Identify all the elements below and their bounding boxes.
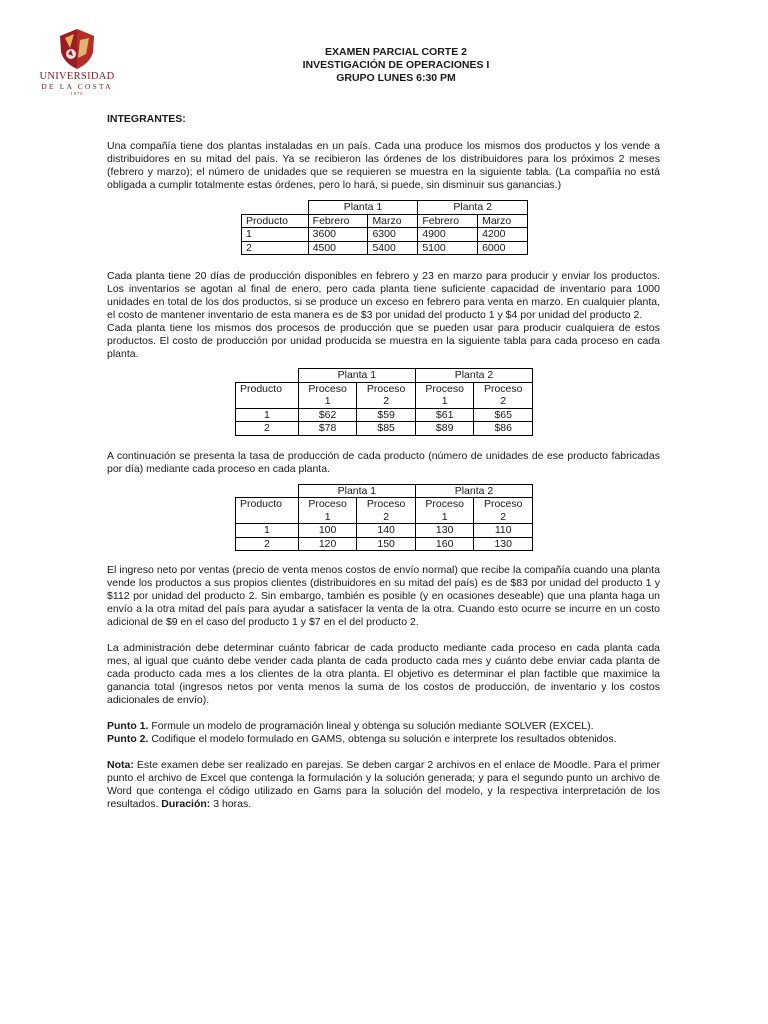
rate-table (235, 484, 533, 552)
table-cell: 5100 (418, 241, 478, 255)
table-cell: $65 (474, 408, 533, 422)
paragraph-intro: Una compañía tiene dos plantas instaladas en un país. Cada una produce los mismos dos productos y los vende a distribuidores en su mitad del país. Ya se recibieron las órdenes de los distribuidores para los próximos 2 meses (febrero y marzo); el número de unidades que se requieren se muestra en la siguiente tabla. (La compañía no está obligada a cumplir totalmente estas órdenes, pero lo hará, si puede, sin disminuir sus ganancias.) (107, 140, 660, 191)
nota-text: Este examen debe ser realizado en parejas. Se deben cargar 2 archivos en el enlace de Moodle. Para el primer punto el archivo de Excel que contenga la formulación y la solución generada; y para el segundo punto un archivo de Word que contenga el código utilizado en Gams para la solución del modelo, y la respectiva interpretación de los resultados. (107, 759, 660, 810)
exam-group: GRUPO LUNES 6:30 PM (336, 72, 456, 84)
cost-header-producto: Producto (236, 382, 299, 408)
rate-header-proceso-1 (415, 498, 474, 524)
table-cell: 2 (242, 241, 309, 255)
table-cell: $59 (357, 408, 416, 422)
cost-header-proceso-2 (474, 382, 533, 408)
integrantes-heading: INTEGRANTES: (107, 113, 186, 125)
rate-header-proceso-1 (298, 498, 357, 524)
table-cell: 1 (236, 408, 299, 422)
orders-header-planta2: Planta 2 (418, 201, 528, 215)
table-cell: 100 (298, 524, 357, 538)
paragraph-objective: La administración debe determinar cuánto fabricar de cada producto mediante cada proceso en cada planta cada mes, al igual que cuánto debe vender cada planta de cada producto cada mes y cuánto debe enviar cada planta de cada producto cada mes a los clientes de la otra planta. El objetivo es determinar el plan factible que maximice la ganancia total (ingresos netos por venta menos la suma de los costos de producción, de inventario y los costos adicionales de envío). (107, 642, 660, 706)
proceso-number: 2 (383, 510, 390, 523)
proceso-number: 2 (500, 510, 507, 523)
table-cell: 4500 (308, 241, 368, 255)
proceso-label: Proceso (366, 498, 406, 510)
exam-title: EXAMEN PARCIAL CORTE 2 (325, 46, 467, 58)
table-row (242, 228, 528, 242)
rate-header-proceso-2 (474, 498, 533, 524)
orders-table (241, 200, 528, 255)
table-cell: $89 (415, 422, 474, 436)
table-row (236, 537, 533, 551)
rate-header-producto: Producto (236, 498, 299, 524)
table-cell: 130 (415, 524, 474, 538)
table-cell: 110 (474, 524, 533, 538)
table-cell: 130 (474, 537, 533, 551)
orders-header-planta1: Planta 1 (308, 201, 418, 215)
proceso-label: Proceso (308, 498, 347, 510)
table-cell: 140 (357, 524, 416, 538)
logo-text-costa: DE LA COSTA (41, 82, 113, 91)
table-cell: 2 (236, 537, 299, 551)
cost-header-planta2: Planta 2 (415, 369, 532, 383)
table-cell: 4900 (418, 228, 478, 242)
proceso-label: Proceso (425, 498, 464, 510)
nota-label: Nota: (107, 759, 134, 771)
punto-1-text: Formule un modelo de programación lineal y obtenga su solución mediante SOLVER (EXCEL). (148, 720, 594, 732)
punto-2-text: Codifique el modelo formulado en GAMS, obtenga su solución e interprete los resultados obtenidos. (148, 733, 617, 745)
exam-header (0, 46, 768, 85)
paragraph-processes: Cada planta tiene los mismos dos procesos de producción que se pueden usar para producir cualquiera de estos productos. El costo de producción por unidad producida se muestra en la siguiente tabla para cada proceso en cada planta. (107, 322, 660, 360)
cost-header-proceso-1 (415, 382, 474, 408)
proceso-label: Proceso (366, 382, 406, 395)
orders-header-marzo: Marzo (368, 214, 418, 228)
table-cell: 150 (357, 537, 416, 551)
proceso-number: 1 (441, 395, 448, 407)
table-row (236, 524, 533, 538)
table-row (236, 422, 533, 436)
cost-table (235, 368, 533, 436)
orders-header-febrero: Febrero (418, 214, 478, 228)
nota (107, 759, 660, 811)
logo-text-university: UNIVERSIDAD (39, 71, 115, 82)
proceso-label: Proceso (483, 382, 523, 395)
cost-header-planta1: Planta 1 (298, 369, 415, 383)
proceso-number: 1 (441, 510, 448, 523)
punto-1 (107, 720, 660, 733)
table-cell: 4200 (478, 228, 528, 242)
logo-text-year: 1970 (70, 91, 84, 96)
table-cell: $62 (298, 408, 357, 422)
table-cell: 6300 (368, 228, 418, 242)
rate-header-planta2: Planta 2 (415, 484, 532, 498)
cost-header-proceso-1 (298, 382, 357, 408)
table-row (242, 241, 528, 255)
exam-subject: INVESTIGACIÓN DE OPERACIONES I (302, 59, 490, 71)
table-cell: 1 (236, 524, 299, 538)
table-cell: $85 (357, 422, 416, 436)
rate-header-proceso-2 (357, 498, 416, 524)
cost-header-proceso-2 (357, 382, 416, 408)
proceso-number: 1 (324, 395, 331, 407)
paragraph-rates: A continuación se presenta la tasa de producción de cada producto (número de unidades de ese producto fabricadas por día) mediante cada proceso en cada planta. (107, 449, 660, 475)
table-cell: 6000 (478, 241, 528, 255)
proceso-label: Proceso (308, 382, 347, 395)
proceso-number: 2 (500, 395, 507, 407)
paragraph-capacity: Cada planta tiene 20 días de producción disponibles en febrero y 23 en marzo para producir y enviar los productos. Los inventarios se agotan al final de enero, pero cada planta tiene suficiente capacidad de inventario para 1000 unidades en total de los dos productos, si se produce un exceso en febrero para venta en marzo. En cualquier planta, el costo de mantener inventario de esta manera es de $3 por unidad del producto 1 y $4 por unidad del producto 2. (107, 270, 660, 321)
table-cell: 1 (242, 228, 309, 242)
exam-body (107, 113, 660, 811)
orders-header-producto: Producto (242, 214, 309, 228)
orders-header-febrero: Febrero (308, 214, 368, 228)
table-cell: 160 (415, 537, 474, 551)
duracion-text: 3 horas. (210, 798, 252, 810)
table-cell: 5400 (368, 241, 418, 255)
orders-header-marzo: Marzo (478, 214, 528, 228)
proceso-label: Proceso (483, 498, 523, 510)
proceso-number: 2 (383, 395, 390, 407)
table-cell: $61 (415, 408, 474, 422)
punto-2 (107, 733, 660, 746)
table-cell: $78 (298, 422, 357, 436)
table-cell: 3600 (308, 228, 368, 242)
proceso-number: 1 (324, 510, 331, 523)
duracion-label: Duración: (161, 798, 211, 810)
punto-1-label: Punto 1. (107, 720, 149, 732)
punto-2-label: Punto 2. (107, 733, 149, 745)
table-cell: $86 (474, 422, 533, 436)
rate-header-planta1: Planta 1 (298, 484, 415, 498)
table-cell: 120 (298, 537, 357, 551)
table-cell: 2 (236, 422, 299, 436)
table-row (236, 408, 533, 422)
paragraph-revenue: El ingreso neto por ventas (precio de venta menos costos de envío normal) que recibe la compañía cuando una planta vende los productos a sus propios clientes (distribuidores en su mitad del país) es de $83 por unidad del producto 1 y $112 por unidad del producto 2. Sin embargo, también es posible (y en ocasiones deseable) que una planta haga un envío a la otra mitad del país para ayudar a satisfacer la venta de la otra. Cuando esto ocurre se incurre en un costo adicional de $9 en el caso del producto 1 y $7 en el del producto 2. (107, 564, 660, 628)
proceso-label: Proceso (425, 382, 464, 395)
